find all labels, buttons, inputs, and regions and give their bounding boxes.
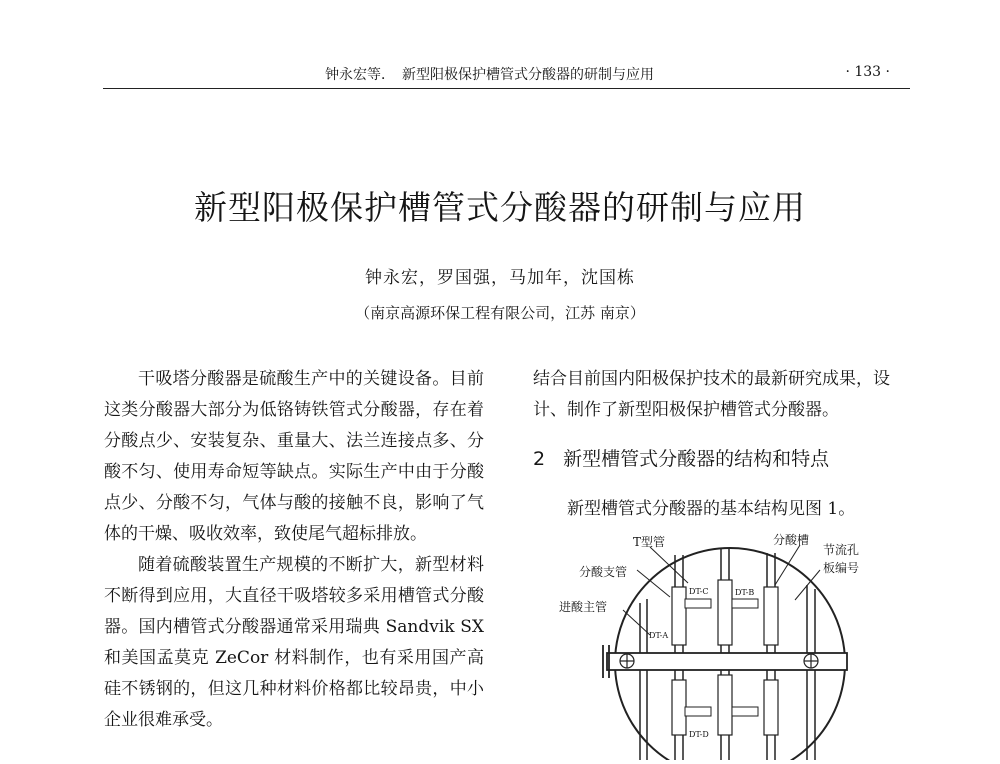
left-column bbox=[104, 364, 484, 736]
label-t-pipe: T型管 bbox=[633, 535, 666, 549]
label-orifice-line2: 板编号 bbox=[823, 561, 860, 575]
paragraph-2: 随着硫酸装置生产规模的不断扩大，新型材料不断得到应用，大直径干吸塔较多采用槽管式分酸器。国内槽管式分酸器通常采用瑞典 Sandvik SX 和美国孟莫克 ZeCor 材料制作，也有采用国产高硅不锈钢的，但这几种材料价格都比较昂贵，中小企业很难承受。 bbox=[104, 555, 484, 730]
tag-dt-a: DT-A bbox=[649, 631, 669, 640]
paragraph-continuation: 结合目前国内阳极保护技术的最新研究成果，设计、制作了新型阳极保护槽管式分酸器。 bbox=[533, 369, 890, 420]
paper-title: 新型阳极保护槽管式分酸器的研制与应用 bbox=[194, 188, 806, 227]
section-title: 新型槽管式分酸器的结构和特点 bbox=[563, 448, 830, 470]
label-trough: 分酸槽 bbox=[773, 533, 810, 547]
tag-dt-b: DT-B bbox=[735, 588, 755, 597]
paragraph-1: 干吸塔分酸器是硫酸生产中的关键设备。目前这类分酸器大部分为低铬铸铁管式分酸器，存在着分酸点少、安装复杂、重量大、法兰连接点多、分酸不匀、使用寿命短等缺点。实际生产中由于分酸点少、分酸不匀，气体与酸的接触不良，影响了气体的干燥、吸收效率，致使尾气超标排放。 bbox=[104, 369, 484, 544]
figure-1-diagram bbox=[545, 525, 905, 760]
figure-intro: 新型槽管式分酸器的基本结构见图 1。 bbox=[567, 499, 856, 519]
page-number: · 133 · bbox=[845, 64, 890, 80]
tag-dt-c: DT-C bbox=[689, 587, 709, 596]
section-heading bbox=[533, 444, 829, 471]
running-title: 钟永宏等． 新型阳极保护槽管式分酸器的研制与应用 bbox=[325, 67, 654, 83]
affiliation: （南京高源环保工程有限公司，江苏 南京） bbox=[355, 304, 645, 322]
header-rule bbox=[103, 88, 910, 89]
label-orifice-line1: 节流孔 bbox=[823, 543, 860, 557]
label-main-pipe: 进酸主管 bbox=[559, 600, 608, 614]
label-branch-pipe: 分酸支管 bbox=[579, 565, 628, 579]
right-column bbox=[533, 364, 913, 426]
section-number: 2 bbox=[533, 448, 546, 470]
tag-dt-d: DT-D bbox=[689, 730, 709, 739]
authors: 钟永宏，罗国强，马加年，沈国栋 bbox=[365, 268, 635, 288]
running-header bbox=[103, 64, 900, 86]
